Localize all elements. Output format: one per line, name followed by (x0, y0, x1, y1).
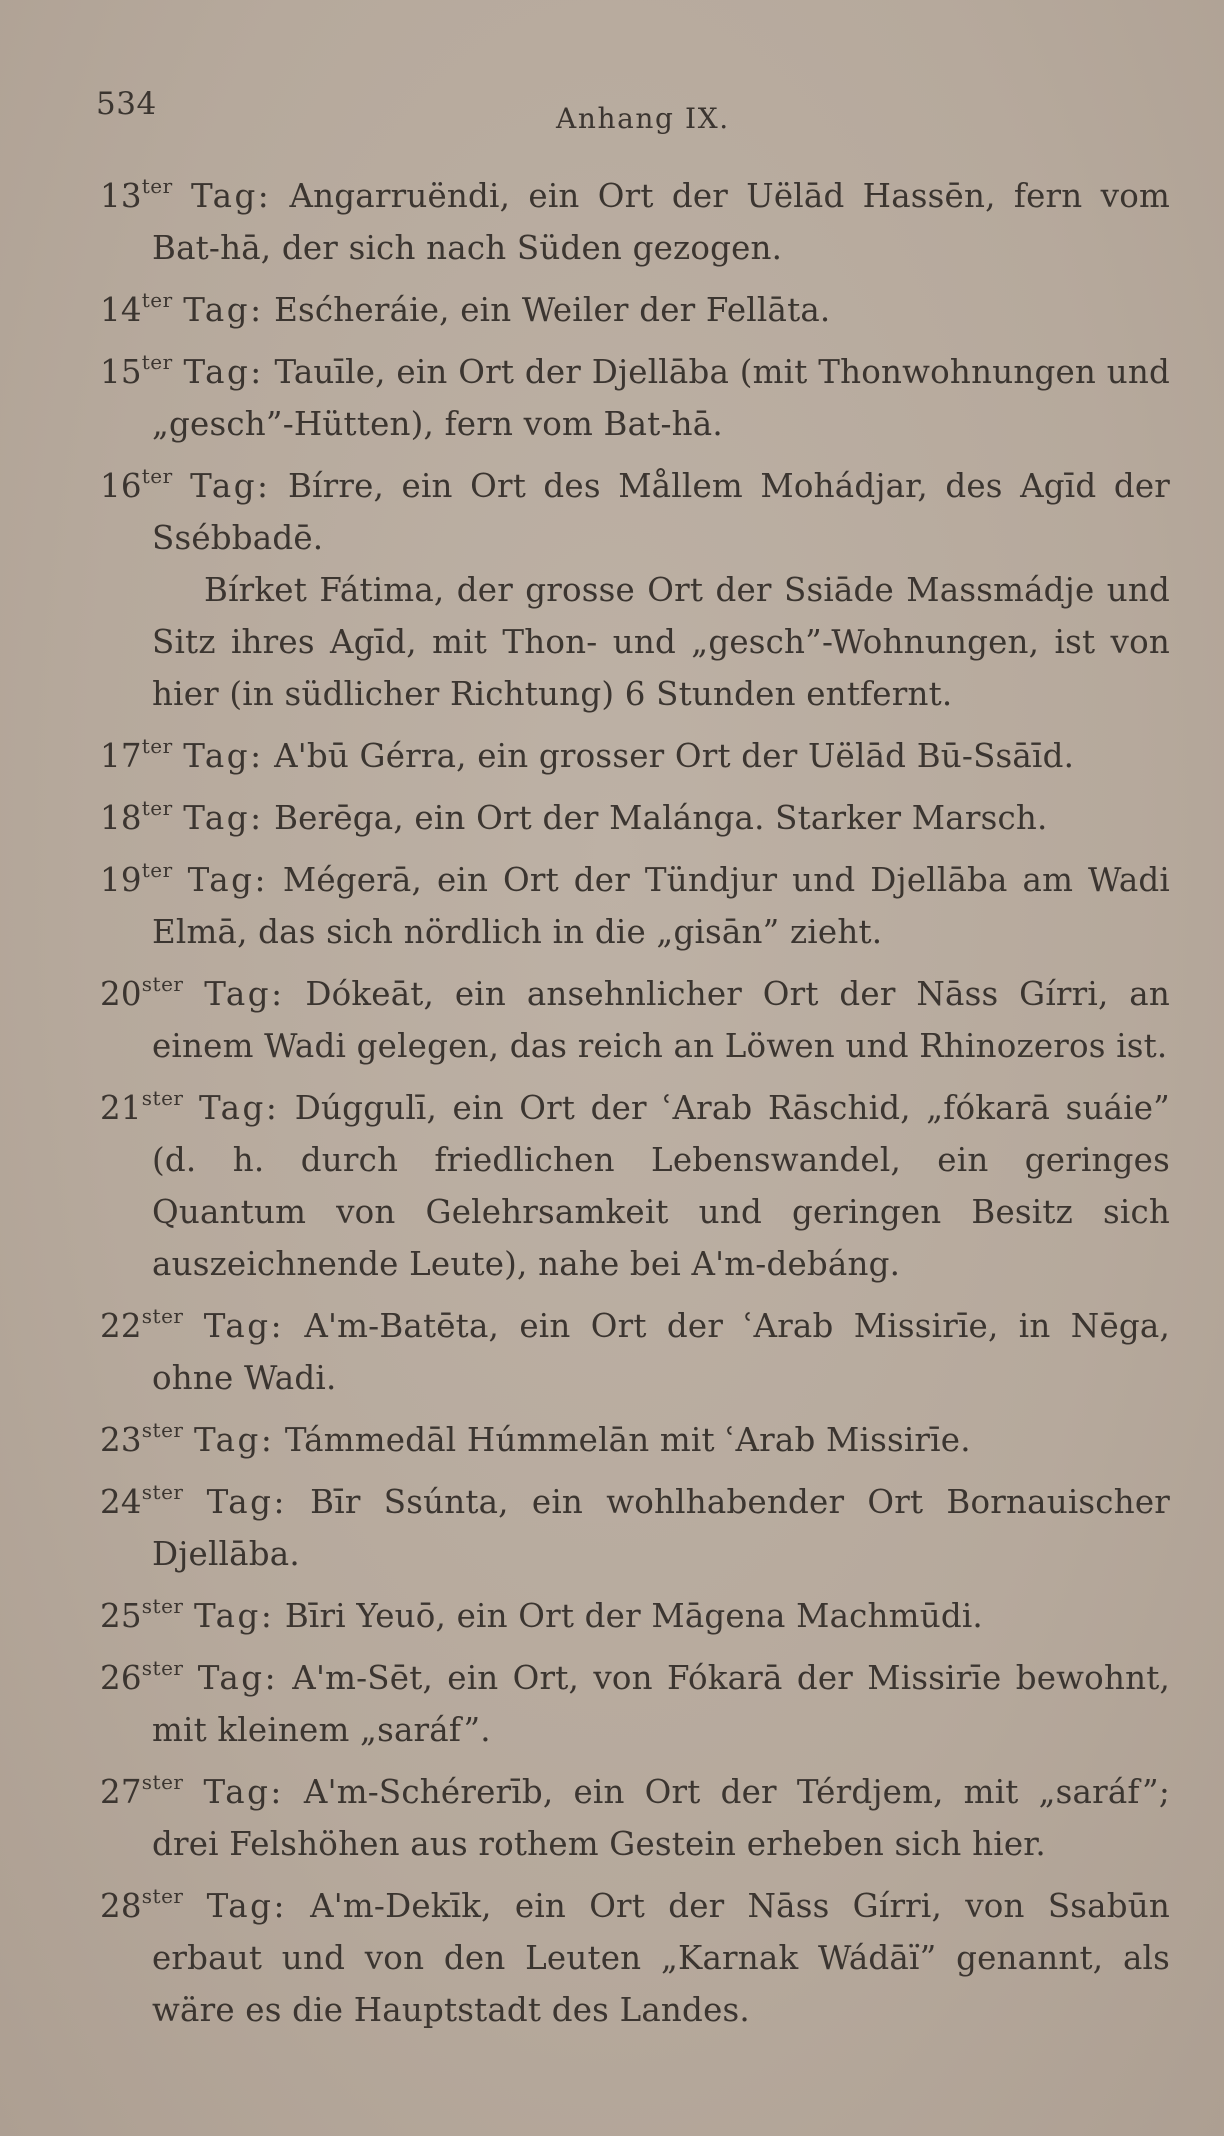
entry-text: Dúggulī, ein Ort der ʿArab Rāschid, „fókarā suáie” (d. h. durch friedlichen Lebenswandel, ein geringes Quantum von Gelehrsamkeit und geringen Besitz sich auszeichnende Leute), nahe bei A'm-debáng. (152, 1089, 1170, 1283)
entry-text: Bírre, ein Ort des Mållem Mohádjar, des Agīd der Ssébbadē. (152, 467, 1171, 557)
day-number: 20 (100, 975, 142, 1013)
itinerary-entry (100, 1870, 1170, 2036)
page-header (96, 86, 1156, 136)
day-label: Tag: (203, 1773, 284, 1811)
day-number: 23 (100, 1421, 142, 1459)
day-label: Tag: (206, 1483, 287, 1521)
itinerary-entry (100, 1466, 1170, 1580)
day-suffix: ster (141, 1770, 184, 1794)
day-label: Tag: (204, 975, 285, 1013)
day-suffix: ster (141, 1656, 184, 1680)
day-number: 24 (100, 1483, 142, 1521)
day-number: 15 (100, 353, 142, 391)
day-label: Tag: (187, 861, 268, 899)
day-suffix: ster (141, 1418, 184, 1442)
itinerary-entry (100, 1756, 1170, 1870)
entry-text: A'm-Sēt, ein Ort, von Fókarā der Missirīe bewohnt, mit kleinem „saráf”. (152, 1659, 1170, 1749)
day-number: 26 (100, 1659, 142, 1697)
itinerary-entry (100, 958, 1170, 1072)
entry-text: A'm-Dekīk, ein Ort der Nāss Gírri, von Ssabūn erbaut und von den Leuten „Karnak Wádāï” genannt, als wäre es die Hauptstadt des Landes. (152, 1887, 1171, 2029)
day-number: 16 (100, 467, 142, 505)
day-suffix: ster (141, 972, 184, 996)
itinerary-entry (100, 450, 1170, 564)
day-label: Tag: (183, 353, 264, 391)
itinerary-entry (100, 1642, 1170, 1756)
entry-text: Esćheráie, ein Weiler der Fellāta. (274, 291, 831, 329)
day-label: Tag: (198, 1089, 280, 1127)
day-suffix: ter (141, 350, 173, 374)
entry-text: Bīri Yeuō, ein Ort der Māgena Machmūdi. (284, 1597, 983, 1635)
itinerary-entry (100, 720, 1170, 782)
day-suffix: ster (141, 1594, 184, 1618)
itinerary-entry (100, 782, 1170, 844)
itinerary-note (100, 564, 1170, 720)
day-suffix: ter (141, 796, 173, 820)
day-label: Tag: (183, 737, 264, 775)
day-suffix: ter (141, 174, 173, 198)
day-number: 25 (100, 1597, 142, 1635)
entry-text: Dókeāt, ein ansehnlicher Ort der Nāss Gírri, an einem Wadi gelegen, das reich an Löwen und Rhinozeros ist. (152, 975, 1171, 1065)
entry-text: A'm-Schérerīb, ein Ort der Térdjem, mit „saráf”; drei Felshöhen aus rothem Gestein erheben sich hier. (152, 1773, 1171, 1863)
day-number: 21 (100, 1089, 142, 1127)
day-suffix: ter (141, 858, 173, 882)
entry-text: Tauīle, ein Ort der Djellāba (mit Thonwohnungen und „gesch”-Hütten), fern vom Bat-hā. (152, 353, 1171, 443)
itinerary-entry (100, 274, 1170, 336)
day-number: 19 (100, 861, 142, 899)
day-suffix: ter (141, 464, 173, 488)
day-suffix: ster (141, 1480, 184, 1504)
day-number: 22 (100, 1307, 142, 1345)
day-number: 28 (100, 1887, 142, 1925)
itinerary-entry (100, 1290, 1170, 1404)
entry-text: A'm-Batēta, ein Ort der ʿArab Missirīe, in Nēga, ohne Wadi. (152, 1307, 1170, 1397)
day-suffix: ter (141, 734, 173, 758)
day-suffix: ster (141, 1884, 184, 1908)
entry-text: Bírket Fátima, der grosse Ort der Ssiāde Massmádje und Sitz ihres Agīd, mit Thon- und „gesch”-Wohnungen, ist von hier (in südlicher Richtung) 6 Stunden entfernt. (152, 571, 1170, 713)
day-label: Tag: (194, 1421, 275, 1459)
day-label: Tag: (197, 1659, 279, 1697)
entry-text: Berēga, ein Ort der Malánga. Starker Marsch. (274, 799, 1048, 837)
day-suffix: ter (141, 288, 173, 312)
itinerary-entry (100, 844, 1170, 958)
itinerary-entry (100, 160, 1170, 274)
entry-text: Angarruëndi, ein Ort der Uëlād Hassēn, fern vom Bat-hā, der sich nach Süden gezogen. (152, 177, 1170, 267)
itinerary-entry (100, 1072, 1170, 1290)
day-number: 18 (100, 799, 142, 837)
running-head: Anhang IX. (556, 102, 730, 135)
day-number: 27 (100, 1773, 142, 1811)
day-label: Tag: (203, 1307, 285, 1345)
itinerary-entry (100, 336, 1170, 450)
day-label: Tag: (190, 467, 271, 505)
day-label: Tag: (183, 799, 264, 837)
itinerary-text (100, 160, 1170, 2036)
day-label: Tag: (206, 1887, 287, 1925)
day-suffix: ster (141, 1304, 184, 1328)
entry-text: A'bū Gérra, ein grosser Ort der Uëlād Bū-Ssāīd. (274, 737, 1075, 775)
day-number: 13 (100, 177, 142, 215)
day-suffix: ster (141, 1086, 184, 1110)
entry-text: Támmedāl Húmmelān mit ʿArab Missirīe. (284, 1421, 971, 1459)
itinerary-entry (100, 1580, 1170, 1642)
day-number: 14 (100, 291, 142, 329)
entry-text: Mégerā, ein Ort der Tündjur und Djellāba am Wadi Elmā, das sich nördlich in die „gisān” zieht. (152, 861, 1170, 951)
page-number: 534 (96, 86, 157, 122)
day-label: Tag: (190, 177, 272, 215)
day-number: 17 (100, 737, 142, 775)
entry-text: Bīr Ssúnta, ein wohlhabender Ort Bornauischer Djellāba. (152, 1483, 1171, 1573)
day-label: Tag: (183, 291, 264, 329)
day-label: Tag: (194, 1597, 275, 1635)
itinerary-entry (100, 1404, 1170, 1466)
